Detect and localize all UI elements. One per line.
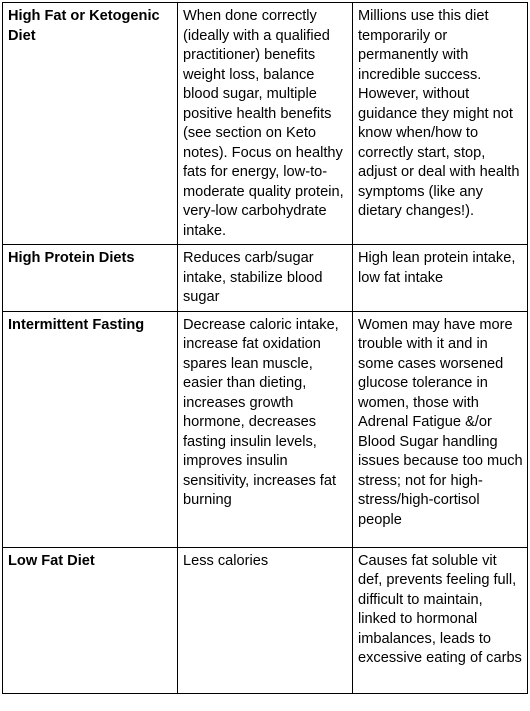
diet-notes-cell: Millions use this diet temporarily or permanently with incredible success. However, without guidance they might not know when/how to correctly start, stop, adjust or deal with health symptoms (like any dietary changes!). <box>353 3 528 245</box>
table-row <box>3 3 528 245</box>
diet-name-cell: High Protein Diets <box>3 245 178 312</box>
table-row <box>3 245 528 312</box>
diet-benefits-cell: Reduces carb/sugar intake, stabilize blood sugar <box>178 245 353 312</box>
diet-notes-cell: High lean protein intake, low fat intake <box>353 245 528 312</box>
diet-name-cell: Low Fat Diet <box>3 547 178 693</box>
table-row <box>3 547 528 693</box>
diet-benefits-cell: When done correctly (ideally with a qualified practitioner) benefits weight loss, balance blood sugar, multiple positive health benefits (see section on Keto notes). Focus on healthy fats for energy, low-to-moderate quality protein, very-low carbohydrate intake. <box>178 3 353 245</box>
diet-name-cell: Intermittent Fasting <box>3 311 178 547</box>
diet-benefits-cell: Less calories <box>178 547 353 693</box>
diet-notes-cell: Women may have more trouble with it and in some cases worsened glucose tolerance in women, those with Adrenal Fatigue &/or Blood Sugar handling issues because too much stress; not for high-stress/high-cortisol people <box>353 311 528 547</box>
diet-benefits-cell: Decrease caloric intake, increase fat oxidation spares lean muscle, easier than dieting, increases growth hormone, decreases fasting insulin levels, improves insulin sensitivity, increases fat burning <box>178 311 353 547</box>
diet-name-cell: High Fat or Ketogenic Diet <box>3 3 178 245</box>
diet-comparison-table <box>2 2 528 694</box>
table-row <box>3 311 528 547</box>
diet-notes-cell: Causes fat soluble vit def, prevents feeling full, difficult to maintain, linked to hormonal imbalances, leads to excessive eating of carbs <box>353 547 528 693</box>
